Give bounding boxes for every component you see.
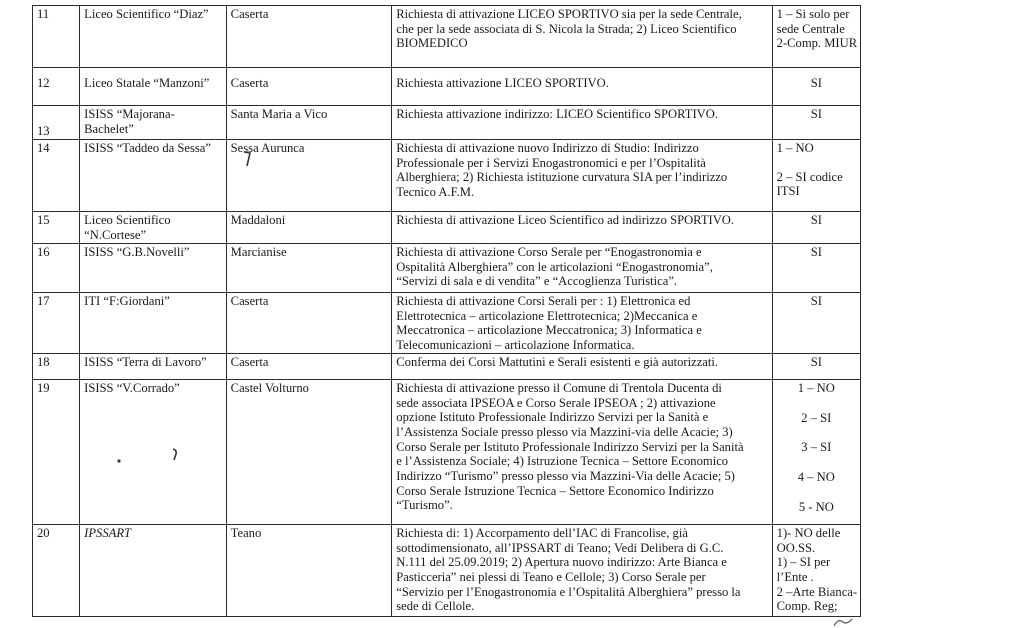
outcome: SI [772, 212, 860, 244]
request-text: Richiesta di attivazione Corsi Serali per : 1) Elettronica ed Elettrotecnica – articolazione Elettrotecnica; 2)Meccanica e Meccatronica – articolazione Meccatronica; 3) Informatica e Telecomunicazioni – articolazione Informatica. [392, 293, 772, 354]
school-name: Liceo Statale “Manzoni” [80, 68, 227, 106]
row-number: 18 [33, 353, 80, 379]
outcome: SI [772, 293, 860, 354]
school-name: Liceo Scientifico “Diaz” [80, 6, 227, 68]
outcome: 1 – Si solo per sede Centrale 2-Comp. MIUR [772, 6, 860, 68]
row-number: 14 [33, 140, 80, 212]
request-text: Richiesta di attivazione Corso Serale per “Enogastronomia e Ospitalità Alberghiera” con le articolazioni “Enogastronomia”, “Servizi di sala e di vendita” e “Accoglienza Turistica”. [392, 244, 772, 293]
school-name: ISISS “Taddeo da Sessa” [80, 140, 227, 212]
outcome: SI [772, 106, 860, 140]
location: Caserta [226, 353, 392, 379]
row-number: 13 [33, 106, 80, 140]
table-row [33, 244, 861, 293]
location: Teano [226, 524, 392, 616]
pen-dot [116, 458, 122, 464]
school-name: ISISS “V.Corrado” [80, 379, 227, 524]
outcome: SI [772, 244, 860, 293]
school-name: IPSSART [80, 524, 227, 616]
pen-mark-corner [832, 616, 854, 628]
request-text: Richiesta di attivazione LICEO SPORTIVO sia per la sede Centrale, che per la sede associata di S. Nicola la Strada; 2) Liceo Scientifico BIOMEDICO [392, 6, 772, 68]
row-number: 12 [33, 68, 80, 106]
table-row [33, 140, 861, 212]
request-text: Richiesta di attivazione nuovo Indirizzo di Studio: Indirizzo Professionale per i Servizi Enogastronomici e per l’Ospitalità Alberghiera; 2) Richiesta istituzione curvatura SIA per l’indirizzo Tecnico A.F.M. [392, 140, 772, 212]
request-text: Richiesta attivazione LICEO SPORTIVO. [392, 68, 772, 106]
table-row [33, 106, 861, 140]
location: Caserta [226, 68, 392, 106]
table-row [33, 212, 861, 244]
school-name: ISISS “Terra di Lavoro” [80, 353, 227, 379]
row-number: 20 [33, 524, 80, 616]
location: Marcianise [226, 244, 392, 293]
row-number: 15 [33, 212, 80, 244]
pen-mark-1 [242, 150, 252, 168]
row-number: 19 [33, 379, 80, 524]
row-number: 16 [33, 244, 80, 293]
request-text: Richiesta di: 1) Accorpamento dell’IAC di Francolise, già sottodimensionato, all’IPSSART di Teano; Vedi Delibera di G.C. N.111 del 25.09.2019; 2) Apertura nuovo indirizzo: Arte Bianca e Pasticceria” nei plessi di Teano e Cellole; 3) Corso Serale per “Servizio per l’Enogastronomia e l’Ospitalità Alberghiera” presso la sede di Cellole. [392, 524, 772, 616]
outcome: 1 – NO 2 – SI codice ITSI [772, 140, 860, 212]
request-text: Richiesta di attivazione Liceo Scientifico ad indirizzo SPORTIVO. [392, 212, 772, 244]
outcome: 1 – NO 2 – SI 3 – SI 4 – NO 5 - NO [772, 379, 860, 524]
table-row [33, 68, 861, 106]
pen-mark-2 [170, 446, 180, 462]
school-name: ISISS “Majorana- Bachelet” [80, 106, 227, 140]
schools-table [32, 5, 861, 617]
request-text: Richiesta di attivazione presso il Comune di Trentola Ducenta di sede associata IPSEOA e Corso Serale IPSEOA ; 2) attivazione opzione Istituto Professionale Indirizzo Servizi per la Sanità e l’Assistenza Sociale presso plesso via Mazzini-via delle Acacie; 3) Corso Serale per Istituto Professionale Indirizzo Servizi per la Sanità e l’Assistenza Sociale; 4) Istruzione Tecnica – Settore Economico Indirizzo “Turismo” presso plesso via Mazzini-Via delle Acacie; 5) Corso Serale Istruzione Tecnica – Settore Economico Indirizzo “Turismo”. [392, 379, 772, 524]
location: Sessa Aurunca [226, 140, 392, 212]
outcome: SI [772, 353, 860, 379]
school-name: ITI “F:Giordani” [80, 293, 227, 354]
outcome: 1)- NO delle OO.SS. 1) – SI per l’Ente . 2 –Arte Bianca- Comp. Reg; [772, 524, 860, 616]
row-number: 17 [33, 293, 80, 354]
table-row [33, 379, 861, 524]
location: Santa Maria a Vico [226, 106, 392, 140]
location: Caserta [226, 293, 392, 354]
location: Castel Volturno [226, 379, 392, 524]
table-row [33, 293, 861, 354]
school-name: ISISS “G.B.Novelli” [80, 244, 227, 293]
outcome: SI [772, 68, 860, 106]
request-text: Conferma dei Corsi Mattutini e Serali esistenti e già autorizzati. [392, 353, 772, 379]
location: Caserta [226, 6, 392, 68]
location: Maddaloni [226, 212, 392, 244]
request-text: Richiesta attivazione indirizzo: LICEO Scientifico SPORTIVO. [392, 106, 772, 140]
table-row [33, 524, 861, 616]
school-name: Liceo Scientifico “N.Cortese” [80, 212, 227, 244]
row-number: 11 [33, 6, 80, 68]
table-row [33, 353, 861, 379]
table-row [33, 6, 861, 68]
